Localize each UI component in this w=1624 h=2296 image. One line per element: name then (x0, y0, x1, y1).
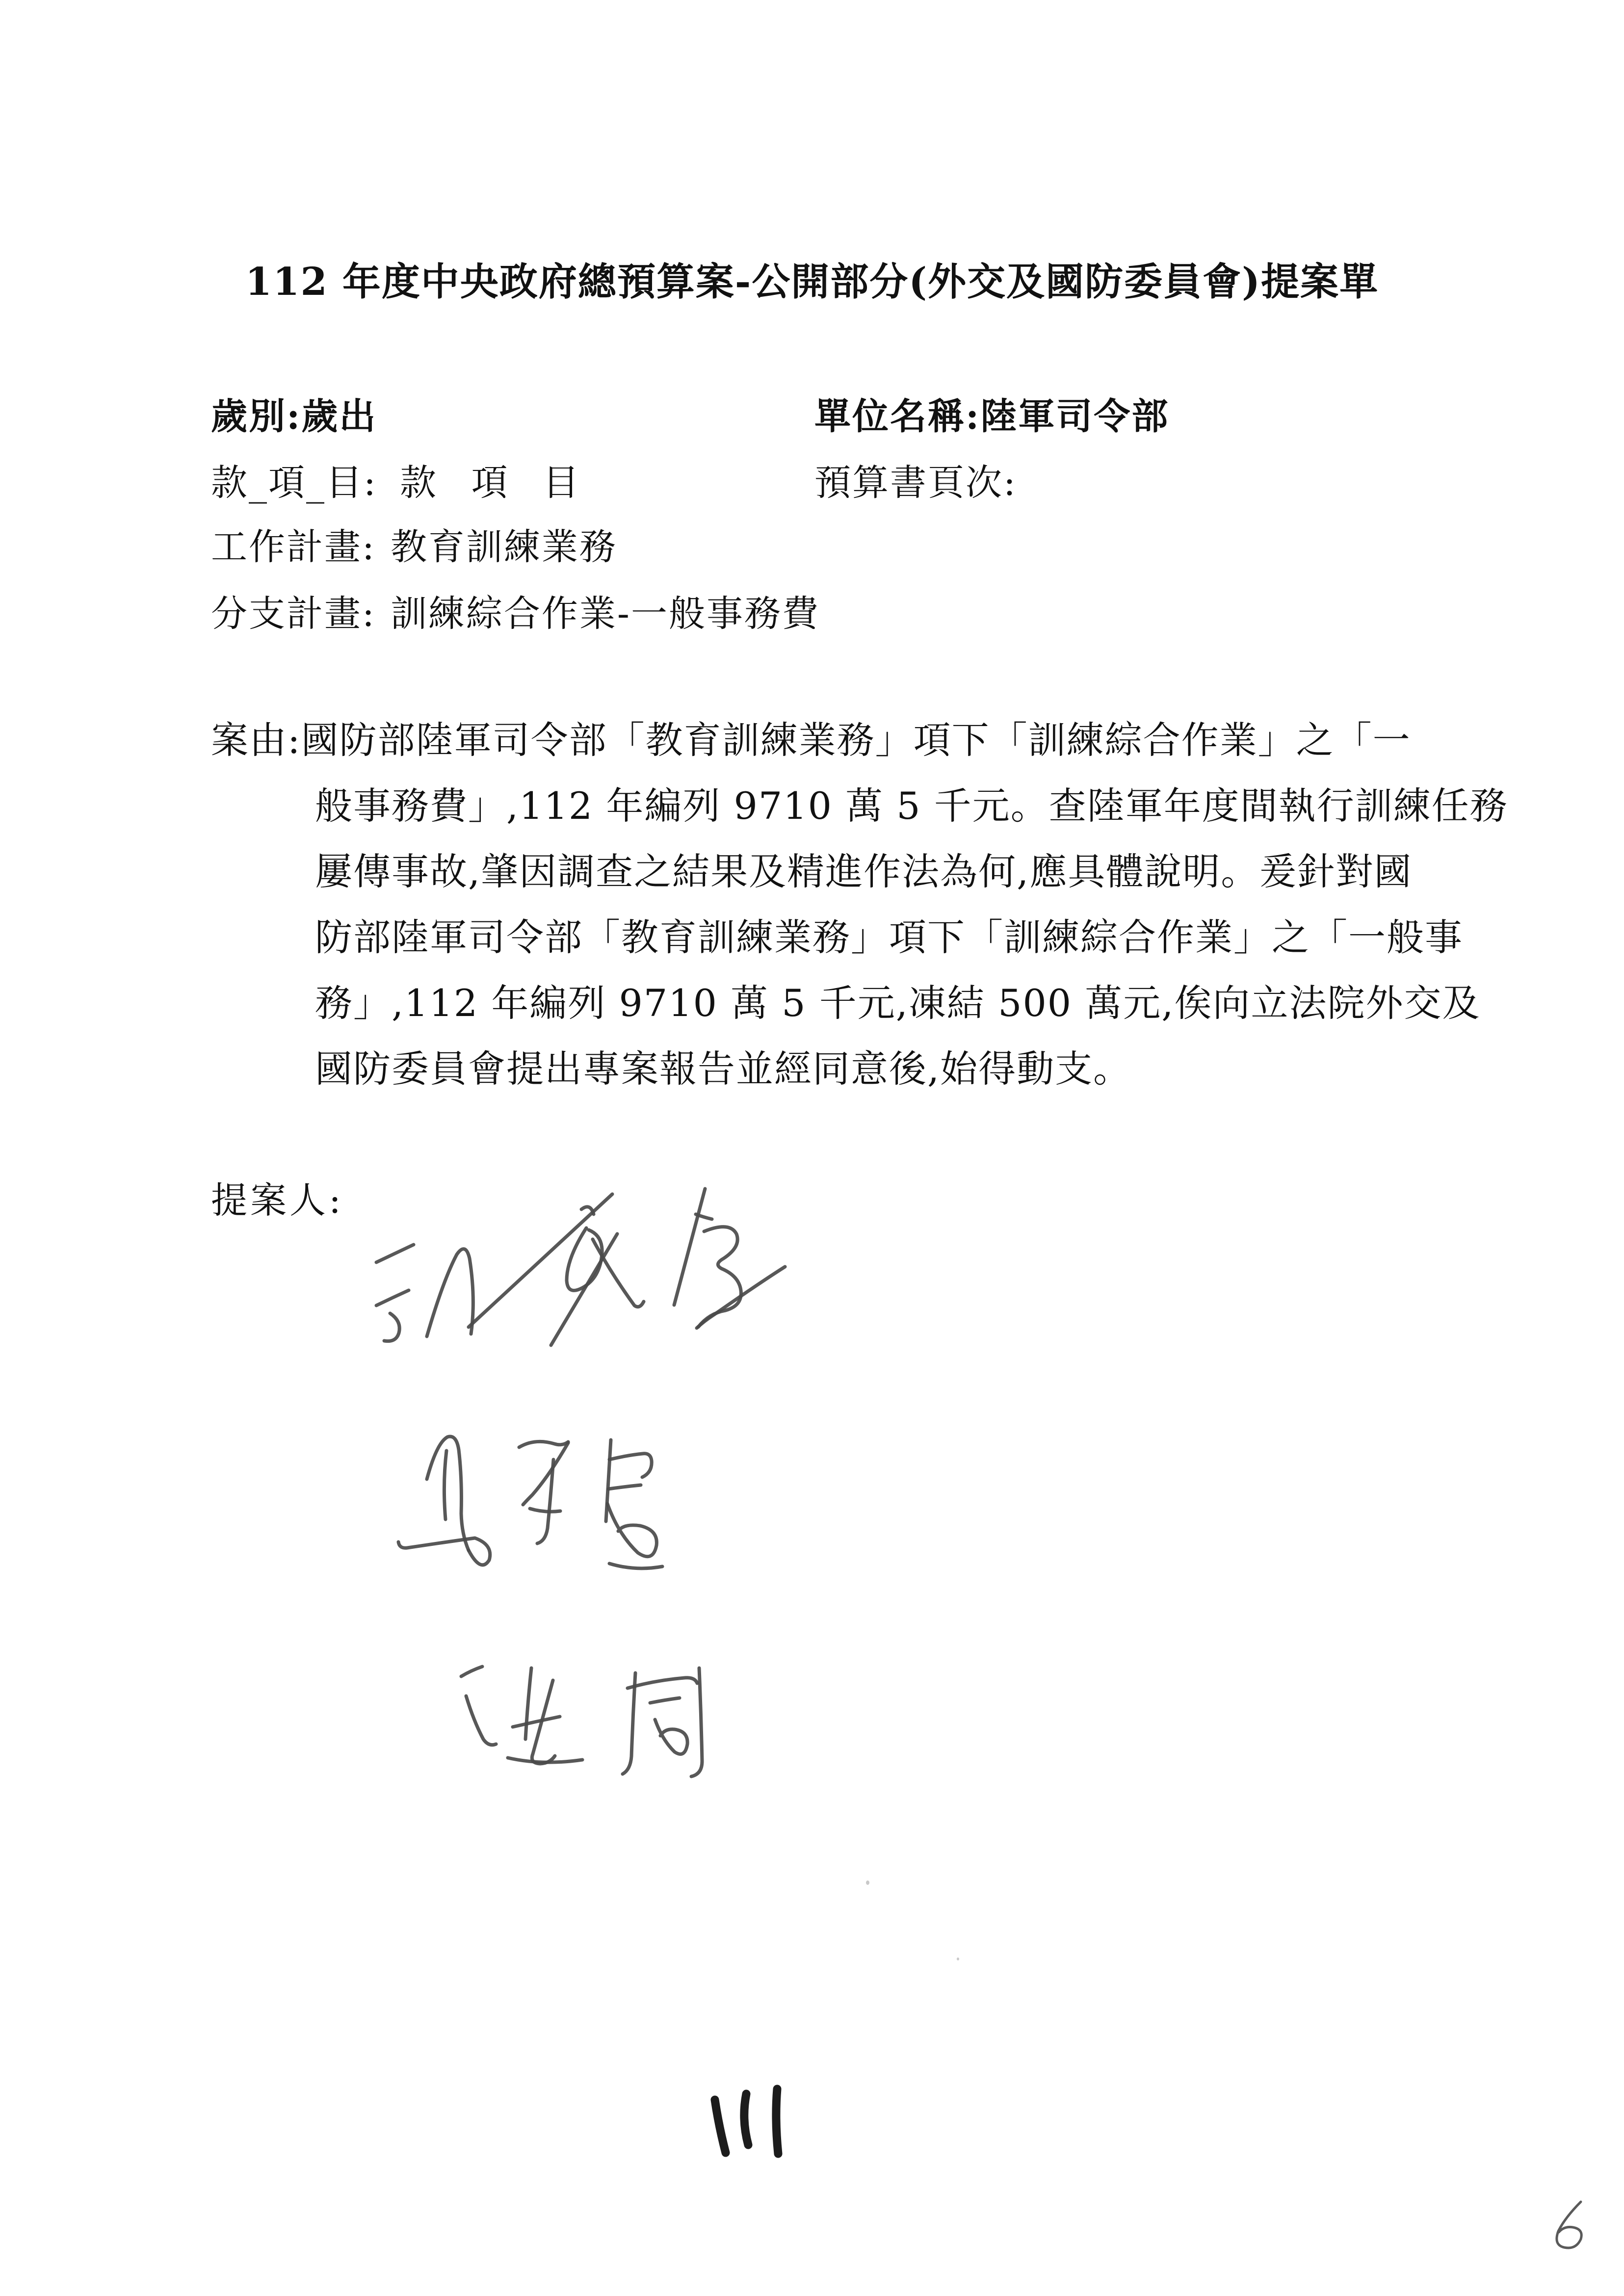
field-budget-book-page (814, 454, 1032, 506)
fiscal-category-value: 歲出 (301, 395, 377, 438)
case-line-4: 防部陸軍司令部「教育訓練業務」項下「訓練綜合作業」之「一般事 (315, 915, 1463, 959)
work-plan-value: 教育訓練業務 (390, 526, 617, 568)
case-line-3: 屢傳事故,肇因調查之結果及精進作法為何,應具體說明。爰針對國 (315, 850, 1413, 893)
case-line-5: 務」,112 年編列 9710 萬 5 千元,凍結 500 萬元,俟向立法院外交及 (315, 981, 1481, 1025)
field-fiscal-category (211, 388, 377, 440)
unit-name-value: 陸軍司令部 (980, 395, 1170, 438)
scan-speck (957, 1957, 959, 1960)
field-work-plan (211, 518, 617, 570)
document-title: 112 年度中央政府總預算案-公開部分(外交及國防委員會)提案單 (245, 260, 1379, 304)
fiscal-category-label: 歲別: (211, 395, 302, 438)
work-plan-label: 工作計畫: (211, 526, 376, 568)
field-unit-name (814, 388, 1169, 440)
field-item-section (211, 454, 580, 506)
item-section-label: 款_項_目: (211, 462, 377, 504)
signature-2 (388, 1430, 721, 1592)
case-label: 案由: (211, 718, 301, 762)
handwritten-page-number (703, 2084, 801, 2167)
case-line-6: 國防委員會提出專案報告並經同意後,始得動支。 (315, 1047, 1132, 1091)
branch-plan-value: 訓練綜合作業-一般事務費 (390, 593, 820, 635)
signature-3 (444, 1651, 738, 1796)
field-branch-plan (211, 585, 820, 637)
branch-plan-label: 分支計畫: (211, 593, 376, 635)
item-section-value: 款 項 目 (399, 462, 580, 504)
budget-book-page-label: 預算書頁次: (814, 462, 1017, 504)
handwritten-corner-number (1545, 2198, 1590, 2252)
proposer-label: 提案人: (211, 1179, 344, 1222)
case-line-2: 般事務費」,112 年編列 9710 萬 5 千元。查陸軍年度間執行訓練任務 (315, 784, 1508, 828)
signature-1 (370, 1185, 787, 1381)
unit-name-label: 單位名稱: (814, 395, 981, 438)
case-line-1-text: 國防部陸軍司令部「教育訓練業務」項下「訓練綜合作業」之「一 (301, 718, 1411, 762)
case-line-1 (211, 710, 1411, 764)
scan-speck (866, 1880, 869, 1885)
